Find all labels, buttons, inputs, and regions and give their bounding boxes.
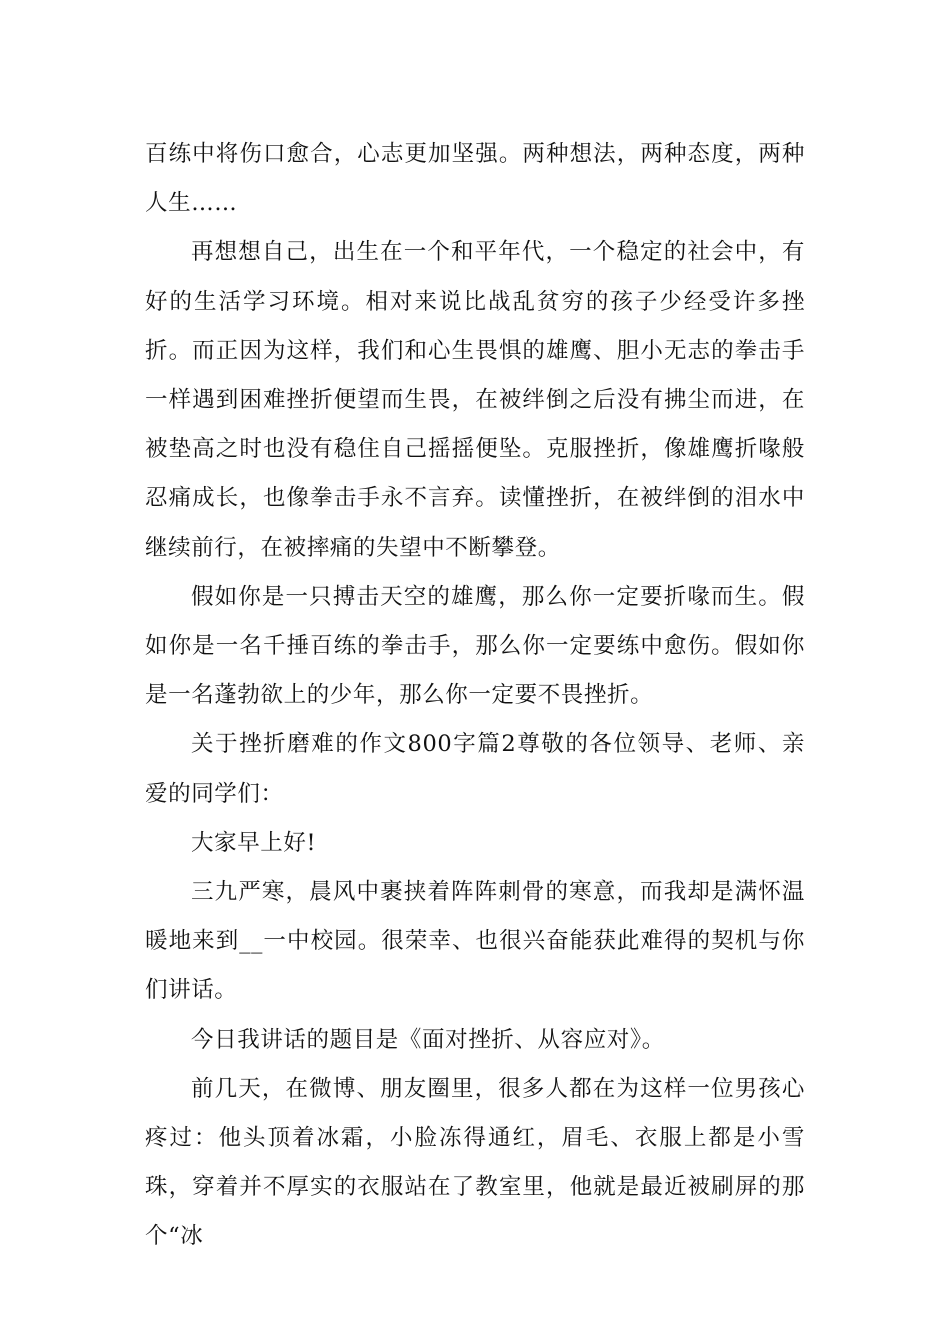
paragraph-3: 假如你是一只搏击天空的雄鹰，那么你一定要折喙而生。假如你是一名千捶百练的拳击手，那么你一定要练中愈伤。假如你是一名蓬勃欲上的少年，那么你一定要不畏挫折。 bbox=[145, 583, 805, 709]
paragraph-8: 前几天，在微博、朋友圈里，很多人都在为这样一位男孩心疼过：他头顶着冰霜，小脸冻得通红，眉毛、衣服上都是小雪珠，穿着并不厚实的衣服站在了教室里，他就是最近被刷屏的那个“冰 bbox=[145, 1075, 805, 1250]
document-body bbox=[145, 130, 805, 1262]
paragraph-1: 百练中将伤口愈合，心志更加坚强。两种想法，两种态度，两种人生…… bbox=[145, 141, 805, 217]
paragraph-6: 三九严寒，晨风中裹挟着阵阵刺骨的寒意，而我却是满怀温暖地来到__一中校园。很荣幸、也很兴奋能获此难得的契机与你们讲话。 bbox=[145, 879, 805, 1004]
paragraph-4: 关于挫折磨难的作文800字篇2尊敬的各位领导、老师、亲爱的同学们： bbox=[145, 731, 805, 807]
paragraph-2: 再想想自己，出生在一个和平年代，一个稳定的社会中，有好的生活学习环境。相对来说比战乱贫穷的孩子少经受许多挫折。而正因为这样，我们和心生畏惧的雄鹰、胆小无志的拳击手一样遇到困难挫折便望而生畏，在被绊倒之后没有拂尘而进，在被垫高之时也没有稳住自己摇摇便坠。克服挫折，像雄鹰折喙般忍痛成长，也像拳击手永不言弃。读懂挫折，在被绊倒的泪水中继续前行，在被摔痛的失望中不断攀登。 bbox=[145, 239, 805, 561]
paragraph-5: 大家早上好! bbox=[191, 829, 317, 856]
paragraph-7: 今日我讲话的题目是《面对挫折、从容应对》。 bbox=[191, 1026, 665, 1053]
